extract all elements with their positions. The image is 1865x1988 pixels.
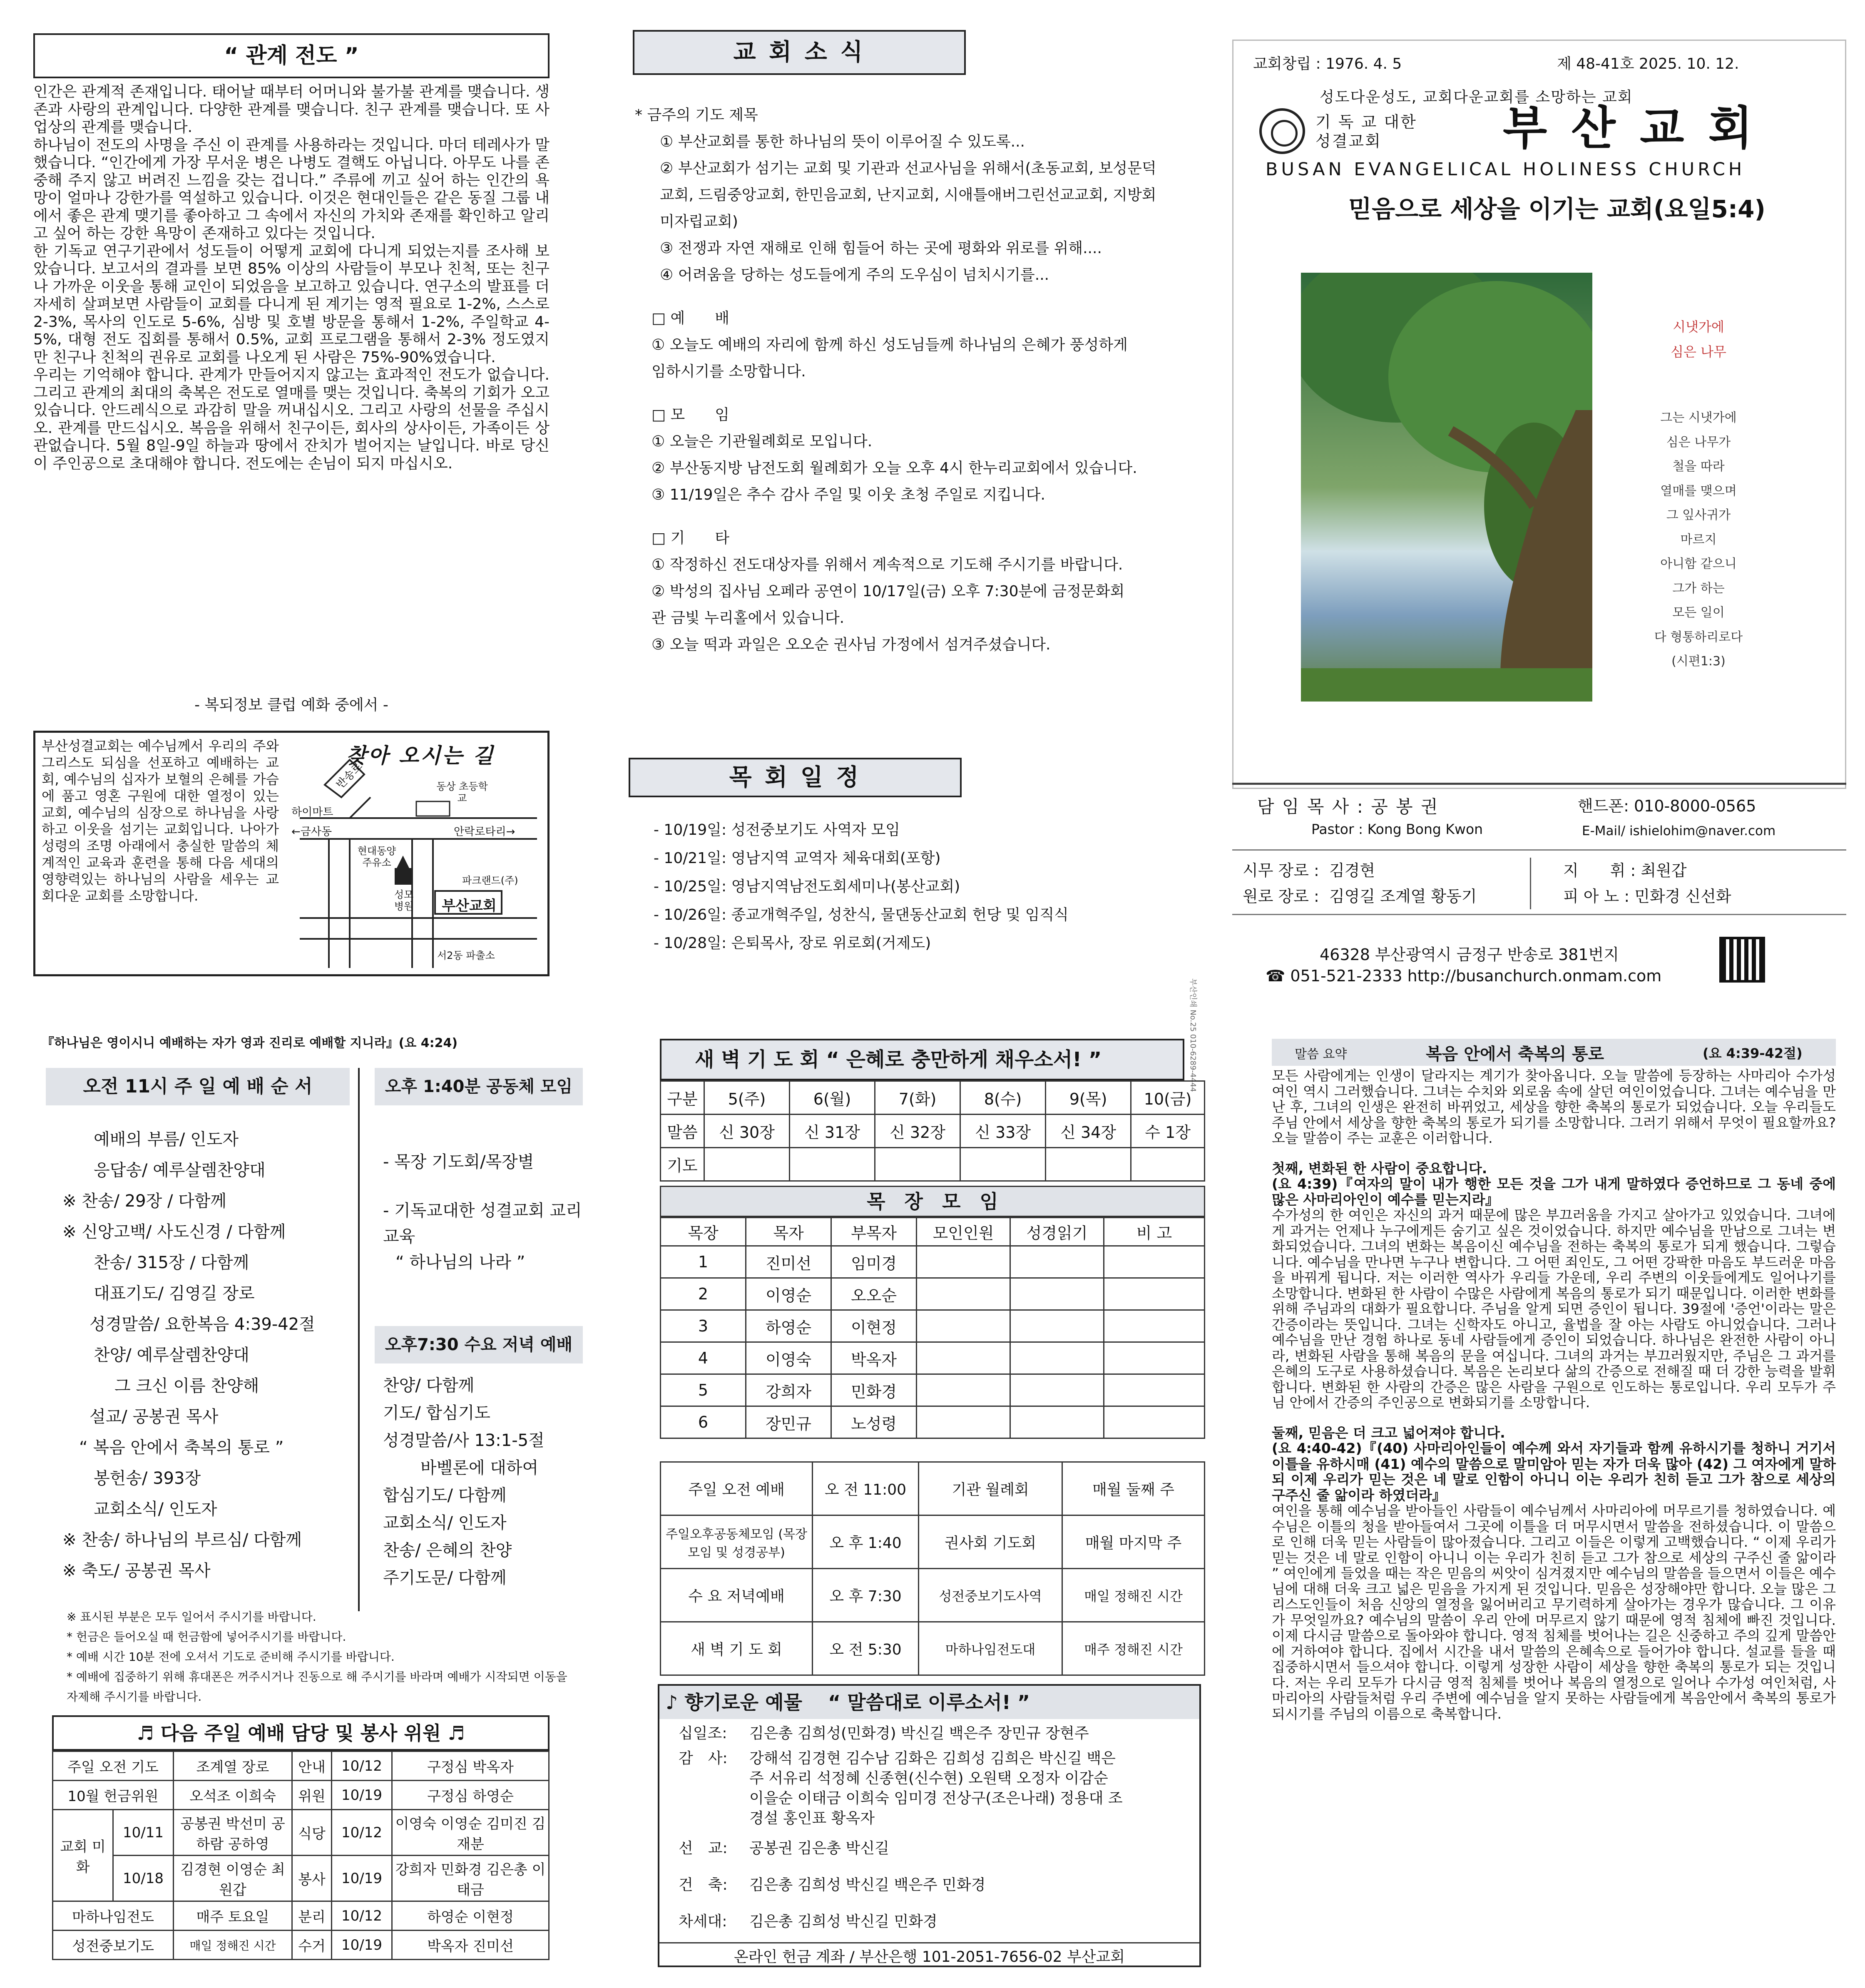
community-item: “ 하나님의 나라 ” bbox=[395, 1253, 525, 1272]
cell-cell bbox=[1010, 1342, 1104, 1374]
map-title: 찾아 오시는 길 bbox=[346, 743, 495, 768]
schedule-item: - 10/28일: 은퇴목사, 장로 위로회(거제도) bbox=[654, 935, 931, 952]
map-label: 현대동양 주유소 bbox=[357, 845, 396, 868]
cell-title-band bbox=[660, 1186, 1205, 1217]
cell-cell bbox=[1104, 1246, 1205, 1278]
offering-names: 강해석 김경현 김수남 김화은 김희성 김희은 박신길 백은주 서유리 석정혜 신종현(신수현) 오원택 오정자 이감순 이을순 이태금 이희숙 임미경 전상구(조은나래) 정용대 조경설 홍인표 황옥자 bbox=[749, 1750, 1123, 1827]
dawn-cell: 신 31장 bbox=[790, 1115, 875, 1148]
servers-cell: 강희자 민화경 김은총 이태금 bbox=[392, 1856, 549, 1901]
order-item: 설교/ 공봉권 목사 bbox=[90, 1407, 219, 1426]
denomination: 기 독 교 대한성결교회 bbox=[1315, 113, 1417, 150]
cell-cell: 민화경 bbox=[831, 1374, 917, 1406]
cell-cell bbox=[917, 1406, 1010, 1438]
print-mark: 부산인쇄 No.25 010-6289-4444 bbox=[1189, 978, 1197, 1092]
location-map bbox=[287, 735, 545, 974]
cell-header: 비 고 bbox=[1104, 1218, 1205, 1246]
cell-cell bbox=[1010, 1278, 1104, 1310]
cell-header: 모인인원 bbox=[917, 1218, 1010, 1246]
community-list bbox=[383, 1149, 591, 1275]
dawn-cell: 신 33장 bbox=[960, 1115, 1046, 1148]
cell-header: 성경읽기 bbox=[1010, 1218, 1104, 1246]
note-item: * 예배 시간 10분 전에 오셔서 기도로 준비해 주시기를 바랍니다. bbox=[67, 1650, 395, 1664]
dawn-header-cell: 6(월) bbox=[790, 1081, 875, 1115]
order-item: “ 복음 안에서 축복의 통로 ” bbox=[79, 1438, 284, 1457]
map-area bbox=[287, 735, 545, 974]
schedule-item: - 10/21일: 영남지역 교역자 체육대회(포항) bbox=[654, 850, 941, 867]
dawn-cell bbox=[875, 1148, 960, 1181]
issue-number: 제 48-41호 2025. 10. 12. bbox=[1557, 55, 1739, 72]
motto: 성도다운성도, 교회다운교회를 소망하는 교회 bbox=[1320, 89, 1633, 106]
cell-cell: 오오순 bbox=[831, 1278, 917, 1310]
community-item: - 기독교대한 성결교회 교리 교육 bbox=[383, 1201, 582, 1246]
service-cell: 주일오후공동체모임 (목장모임 및 성경공부) bbox=[661, 1515, 813, 1569]
order-divider bbox=[358, 1068, 360, 1611]
poem-line: 다 형통하리로다 bbox=[1654, 629, 1743, 644]
sermon-reference: (요 4:39-42절) bbox=[1703, 1045, 1803, 1061]
servers-cell: 하영순 이현정 bbox=[392, 1901, 549, 1931]
map-label: 하이마트 bbox=[291, 806, 333, 819]
cell-cell bbox=[1010, 1310, 1104, 1342]
cell-cell: 3 bbox=[661, 1310, 746, 1342]
order-item: 봉헌송/ 393장 bbox=[94, 1469, 201, 1488]
cell-cell: 강희자 bbox=[746, 1374, 831, 1406]
sermon-point-heading: 첫째, 변화된 한 사람이 중요합니다. bbox=[1272, 1160, 1487, 1177]
order-item: 예배의 부름/ 인도자 bbox=[94, 1130, 239, 1149]
sermon-title: 복음 안에서 축복의 통로 bbox=[1426, 1045, 1604, 1064]
sermon-title-band bbox=[1272, 1039, 1836, 1066]
service-cell: 오 후 7:30 bbox=[813, 1569, 919, 1622]
map-label: 서2동 파출소 bbox=[437, 950, 495, 961]
community-title: 오후 1:40분 공동체 모임 bbox=[385, 1077, 573, 1096]
servers-cell: 박옥자 진미선 bbox=[392, 1931, 549, 1960]
cell-cell bbox=[917, 1278, 1010, 1310]
servers-cell: 10/12 bbox=[332, 1810, 392, 1856]
map-label: ←금사동 bbox=[291, 826, 332, 838]
poem-title-line: 심은 나무 bbox=[1671, 344, 1726, 360]
cell-cell bbox=[917, 1374, 1010, 1406]
sunday-title: 오전 11시 주 일 예 배 순 서 bbox=[83, 1076, 313, 1097]
servers-cell: 조계열 장로 bbox=[174, 1752, 292, 1781]
cell-cell bbox=[1104, 1278, 1205, 1310]
wednesday-title: 오후7:30 수요 저녁 예배 bbox=[385, 1335, 573, 1354]
servers-cell: 매주 토요일 bbox=[174, 1901, 292, 1931]
dawn-cell: 신 32장 bbox=[875, 1115, 960, 1148]
note-item: ※ 표시된 부분은 모두 일어서 주시기를 바랍니다. bbox=[67, 1610, 316, 1624]
dawn-header-cell: 9(목) bbox=[1046, 1081, 1131, 1115]
service-cell: 오 전 5:30 bbox=[813, 1622, 919, 1675]
servers-cell: 10/19 bbox=[332, 1931, 392, 1960]
worship-notes bbox=[67, 1607, 574, 1707]
cell-cell bbox=[1104, 1406, 1205, 1438]
map-label: 동상 초등학교 bbox=[436, 781, 488, 804]
cell-table bbox=[660, 1217, 1205, 1439]
servers-cell: 10/19 bbox=[332, 1781, 392, 1810]
cell-header: 목자 bbox=[746, 1218, 831, 1246]
dawn-header-cell: 10(금) bbox=[1131, 1081, 1205, 1115]
dawn-cell: 신 30장 bbox=[704, 1115, 790, 1148]
elder-value: 김경현 bbox=[1329, 861, 1375, 880]
wed-item: 바벨론에 대하여 bbox=[420, 1458, 539, 1478]
wednesday-order bbox=[383, 1372, 591, 1592]
servers-title: ♬ 다음 주일 예배 담당 및 봉사 위원 ♬ bbox=[137, 1722, 465, 1744]
elder-value: 김영길 조계열 황동기 bbox=[1329, 887, 1477, 906]
poem-line: 아니함 같으니 bbox=[1660, 557, 1737, 571]
service-cell: 매일 정해진 시간 bbox=[1062, 1569, 1205, 1622]
prayer-item: ③ 전쟁과 자연 재해로 인해 힘들어 하는 곳에 평화와 위로를 위해.... bbox=[660, 240, 1102, 257]
servers-cell: 수거 bbox=[292, 1931, 332, 1960]
wed-item: 교회소식/ 인도자 bbox=[383, 1513, 507, 1533]
pastor-english: Pastor : Kong Bong Kwon bbox=[1311, 821, 1483, 837]
order-item: 성경말씀/ 요한복음 4:39-42절 bbox=[90, 1315, 315, 1334]
offering-label: 건 축: bbox=[679, 1876, 728, 1893]
wed-item: 기도/ 합심기도 bbox=[383, 1403, 491, 1423]
servers-table bbox=[52, 1751, 550, 1960]
poem-line: 마르지 bbox=[1680, 532, 1717, 547]
cell-cell bbox=[917, 1246, 1010, 1278]
elder-value: 민화경 신선화 bbox=[1634, 887, 1731, 906]
dawn-table bbox=[660, 1080, 1205, 1182]
offering-label: 감 사: bbox=[679, 1750, 728, 1767]
founded: 교회창립 : 1976. 4. 5 bbox=[1253, 55, 1402, 72]
church-name: 부 산 교 회 bbox=[1503, 102, 1757, 155]
sermon-point-body: 여인을 통해 예수님을 받아들인 사람들이 예수님께서 사마리아에 머무르기를 청하였습니다. 예수님은 이틀의 청을 받아들여서 그곳에 이틀을 더 머무시면서 말씀을 전하셨습니다. 이 말씀으로 인해 더욱 믿는 사람들이 많아졌습니다. 그리고 이들은 이렇게 고백했습니다. “ 이제 우리가 믿는 것은 네 말로 인함이 아니니 이는 우리가 친히 듣고 그가 참으로 세상의 구주신 줄 앎이라 ” 여인에게 들었을 때는 작은 믿음의 씨앗이 심겨졌지만 예수님의 말씀을 들으면서 이들은 예수님에 대해 더욱 크고 넓은 믿음을 가지게 된 것입니다. 믿음은 성장해야만 합니다. 오늘 많은 그리스도인들이 처음 신앙의 열정을 잃어버리고 무기력하게 살아가는 경우가 많습니다. 그 이유가 무엇일까요? 예수님의 말씀이 우리 안에 머무르지 않기 때문에 영적 침체에 빠진 것입니다. 이제 다시금 말씀으로 돌아와야 합니다. 영적 침체를 벗어나는 길은 신중하고 주의 깊게 말씀안에 거하여야 합니다. 집에서 시간을 내서 말씀의 은혜속으로 들어가야 합니다. 설교를 들을 때 집중하시면서 들으셔야 합니다. 이렇게 성장한 사람이 세상을 향한 축복의 통로가 되는 것입니다. 저는 우리 모두가 다시금 영적 침체를 벗어나 복음의 열정으로 일어나 수가성 여인처럼, 사마리아의 사람들처럼 우리 주변에 예수님을 알지 못하는 사람들에게 복음안에서 축복의 통로가 되시기를 주님의 이름으로 축복합니다. bbox=[1272, 1503, 1836, 1722]
offering-label: 십일조: bbox=[679, 1725, 727, 1742]
sermon-body bbox=[1272, 1068, 1836, 1722]
poem-line: 그는 시냇가에 bbox=[1660, 411, 1737, 425]
wed-item: 성경말씀/사 13:1-5절 bbox=[383, 1431, 545, 1450]
pastor-divider bbox=[1232, 849, 1846, 851]
cell-cell bbox=[1104, 1342, 1205, 1374]
sermon-label: 말씀 요약 bbox=[1295, 1047, 1347, 1062]
cell-cell: 장민규 bbox=[746, 1406, 831, 1438]
servers-cell: 오석조 이희숙 bbox=[174, 1781, 292, 1810]
dawn-header-cell: 구분 bbox=[661, 1081, 704, 1115]
cell-cell bbox=[1010, 1374, 1104, 1406]
mission-text: 부산성결교회는 예수님께서 우리의 주와 그리스도 되심을 선포하고 예배하는 교회, 예수님의 십자가 보혈의 은혜를 가슴에 품고 영혼 구원에 대한 열정이 있는 교회, 예수님의 심장으로 하나님을 사랑하고 이웃을 섬기는 교회입니다. 나아가 성령의 조명 아래에서 충실한 말씀의 체계적인 교육과 훈련을 통해 다음 세대의 영향력있는 하나님의 사람을 세우는 교회다운 교회를 소망합니다. bbox=[42, 738, 279, 904]
servers-cell: 이영숙 이영순 김미진 김재분 bbox=[392, 1810, 549, 1856]
church-address: 46328 부산광역시 금정구 반송로 381번지 bbox=[1320, 945, 1619, 964]
elder-label: 지 휘 : bbox=[1563, 861, 1636, 880]
prayer-item: ② 부산교회가 섬기는 교회 및 기관과 선교사님을 위해서(초동교회, 보성문덕교회, 드림중앙교회, 한민음교회, 난지교회, 시애틀애버그린선교교회, 지방회 미자립교회) bbox=[660, 160, 1156, 230]
servers-cell: 10/18 bbox=[113, 1856, 174, 1901]
cell-cell: 5 bbox=[661, 1374, 746, 1406]
news-title: 교 회 소 식 bbox=[733, 39, 865, 66]
dawn-cell bbox=[1046, 1148, 1131, 1181]
sunday-title-band bbox=[46, 1068, 350, 1105]
tree-painting bbox=[1301, 273, 1592, 702]
servers-cell: 구정심 하영순 bbox=[392, 1781, 549, 1810]
dawn-cell: 신 34장 bbox=[1046, 1115, 1131, 1148]
service-cell: 매월 마지막 주 bbox=[1062, 1515, 1205, 1569]
cell-cell: 6 bbox=[661, 1406, 746, 1438]
schedule-title-box bbox=[629, 758, 962, 797]
dawn-cell bbox=[704, 1148, 790, 1181]
community-title-band bbox=[375, 1068, 583, 1105]
dawn-cell bbox=[960, 1148, 1046, 1181]
church-logo bbox=[1259, 108, 1305, 154]
order-item: ※ 찬송/ 29장 / 다함께 bbox=[62, 1192, 227, 1211]
services-table bbox=[660, 1461, 1205, 1676]
offering-list bbox=[679, 1724, 1195, 1932]
news-body bbox=[635, 102, 1176, 658]
offering-names: 김은총 김희성(민화경) 박신길 백은주 장민규 장현주 bbox=[749, 1725, 1089, 1742]
worship-verse: 『하나님은 영이시니 예배하는 자가 영과 진리로 예배할 지니라』(요 4:24) bbox=[42, 1036, 458, 1050]
schedule-title: 목 회 일 정 bbox=[729, 764, 861, 791]
servers-cell: 10/12 bbox=[332, 1752, 392, 1781]
poem-line: 철을 따라 bbox=[1672, 459, 1725, 474]
order-item: 찬양/ 예루살렘찬양대 bbox=[94, 1346, 249, 1365]
service-cell: 주일 오전 예배 bbox=[661, 1462, 813, 1515]
essay-paragraph: 인간은 관계적 존재입니다. 태어날 때부터 어머니와 불가불 관계를 맺습니다. 생존과 사랑의 관계입니다. 다양한 관계를 맺습니다. 친구 관계를 맺습니다. 또 사업상의 관계를 맺습니다. bbox=[33, 83, 550, 136]
dawn-cell: 수 1장 bbox=[1131, 1115, 1205, 1148]
poem-line: 그 잎사귀가 bbox=[1666, 508, 1731, 523]
pastor-label: 담 임 목 사 : 공 봉 권 bbox=[1257, 796, 1439, 817]
wed-item: 주기도문/ 다함께 bbox=[383, 1568, 507, 1587]
prayer-header: * 금주의 기도 제목 bbox=[635, 107, 758, 124]
order-item: 그 크신 이름 찬양해 bbox=[114, 1376, 259, 1396]
worship-header: □ 예 배 bbox=[652, 310, 730, 327]
poem-line: 심은 나무가 bbox=[1666, 435, 1731, 450]
essay-paragraph: 하나님이 전도의 사명을 주신 이 관계를 사용하라는 것입니다. 마더 테레사가 말했습니다. “인간에게 가장 무서운 병은 나병도 결핵도 아닙니다. 아무도 나를 존중해 주지 않고 버려진 느낌을 갖는 겁니다.” 주류에 끼고 싶어 하는 인간의 욕망이 얼마나 강한가를 역설하고 있습니다. 이것은 현대인들은 같은 동질 그룹 내에서 좋은 관계 맺기를 좋아하고 그 속에서 자신의 가치와 존재를 확인하고 알리고 싶어 하는 강한 욕망이 존재하고 있다는 것입니다. bbox=[33, 136, 550, 242]
schedule-list bbox=[654, 816, 1191, 958]
servers-cell: 마하나임전도 bbox=[53, 1901, 174, 1931]
servers-cell: 김경현 이영순 최원갑 bbox=[174, 1856, 292, 1901]
poem-line: 모든 일이 bbox=[1672, 605, 1725, 620]
servers-title-box bbox=[52, 1715, 550, 1751]
offering-names: 김은총 김희성 박신길 백은주 민화경 bbox=[749, 1876, 986, 1893]
cell-header: 목장 bbox=[661, 1218, 746, 1246]
cell-cell: 임미경 bbox=[831, 1246, 917, 1278]
offering-names: 김은총 김희성 박신길 민화경 bbox=[749, 1913, 937, 1930]
offering-account: 온라인 헌금 계좌 / 부산은행 101-2051-7656-02 부산교회 bbox=[734, 1948, 1125, 1966]
cell-title: 목 장 모 임 bbox=[867, 1190, 998, 1213]
etc-header: □ 기 타 bbox=[652, 530, 730, 547]
map-label: 안락로타리→ bbox=[454, 826, 515, 838]
servers-cell: 봉사 bbox=[292, 1856, 332, 1901]
essay-paragraph: 한 기독교 연구기관에서 성도들이 어떻게 교회에 다니게 되었는지를 조사해 보았습니다. 보고서의 결과를 보면 85% 이상의 사람들이 부모나 친척, 또는 친구나 가까운 이웃을 통해 교인이 되었음을 보고하고 있습니다. 연구소의 발표를 더 자세히 살펴보면 사람들이 교회를 다니게 된 계기는 영적 필요로 1-2%, 스스로 2-3%, 목사의 인도로 5-6%, 심방 및 호별 방문을 통해서 1-2%, 주일학교 4-5%, 대형 전도 집회를 통해서 0.5%, 교회 프로그램을 통해서 2-3% 정도였지만 친구나 친척의 권유로 교회를 나오게 된 사람은 75%-90%였습니다. bbox=[33, 242, 550, 366]
sermon-point-verse: (요 4:39)『여자의 말이 내가 행한 모든 것을 그가 내게 말하였다 증언하므로 그 동네 중에 많은 사마리아인이 예수를 믿는지라』 bbox=[1272, 1176, 1836, 1208]
service-cell: 새 벽 기 도 회 bbox=[661, 1622, 813, 1675]
servers-cell: 10월 헌금위원 bbox=[53, 1781, 174, 1810]
order-item: 응답송/ 예루살렘찬양대 bbox=[94, 1161, 266, 1180]
pastor-email: E-Mail/ ishielohim@naver.com bbox=[1582, 824, 1776, 838]
pastor-divider bbox=[1232, 914, 1846, 915]
prayer-item: ④ 어려움을 당하는 성도들에게 주의 도우심이 넘치시기를... bbox=[660, 266, 1049, 284]
elder-label: 시무 장로 : bbox=[1243, 861, 1319, 880]
cell-cell: 4 bbox=[661, 1342, 746, 1374]
servers-cell: 위원 bbox=[292, 1781, 332, 1810]
cell-cell bbox=[1104, 1374, 1205, 1406]
sermon-intro: 모든 사람에게는 인생이 달라지는 계기가 찾아옵니다. 오늘 말씀에 등장하는 사마리아 수가성 여인 역시 그러했습니다. 그녀는 수치와 외로움 속에 살던 여인이었습니다. 그녀는 예수님을 만난 후, 그녀의 인생은 완전히 바뀌었고, 세상을 향한 축복의 통로가 되었습니다. 오늘 우리들도 주님 안에서 세상을 향한 축복의 통로가 되기를 소망합니다. 그러기 위해서 무엇이 필요할까요? 오늘 말씀이 주는 교훈은 이러합니다. bbox=[1272, 1067, 1836, 1146]
offering-names: 공봉권 김은총 박신길 bbox=[749, 1840, 889, 1857]
dawn-cell: 기도 bbox=[661, 1148, 704, 1181]
order-item: 교회소식/ 인도자 bbox=[94, 1500, 217, 1519]
note-item: * 헌금은 들어오실 때 헌금함에 넣어주시기를 바랍니다. bbox=[67, 1630, 346, 1644]
service-cell: 기관 월례회 bbox=[919, 1462, 1062, 1515]
service-cell: 매주 정해진 시간 bbox=[1062, 1622, 1205, 1675]
dawn-title: 새 벽 기 도 회 “ 은혜로 충만하게 채우소서! ” bbox=[695, 1048, 1102, 1071]
dawn-cell bbox=[790, 1148, 875, 1181]
etc-item: ③ 오늘 떡과 과일은 오오순 권사님 가정에서 섬겨주셨습니다. bbox=[652, 636, 1051, 653]
cell-cell: 1 bbox=[661, 1246, 746, 1278]
essay-paragraph: 우리는 기억해야 합니다. 관계가 만들어지지 않고는 효과적인 전도가 없습니다. 그리고 관계의 최대의 축복은 전도로 열매를 맺는 것입니다. 축복의 기회가 오고 있습니다. 안드레식으로 과감히 말을 꺼내십시오. 그리고 사랑의 선물을 주십시오. 관계를 만드십시오. 복음을 위해서 친구이든, 회사의 상사이든, 가족이든 상관없습니다. 5월 8일-9일 하늘과 땅에서 잔치가 벌어지는 날입니다. 바로 당신이 주인공으로 초대해야 합니다. 전도에는 손님이 되지 마십시오. bbox=[33, 366, 550, 472]
offering-label: 선 교: bbox=[679, 1840, 728, 1857]
order-item: ※ 신앙고백/ 사도신경 / 다함께 bbox=[62, 1222, 286, 1242]
servers-cell: 매일 정해진 시간 bbox=[174, 1931, 292, 1960]
cell-cell: 하영순 bbox=[746, 1310, 831, 1342]
servers-cell: 교회 미화 bbox=[53, 1810, 113, 1901]
servers-cell: 분리 bbox=[292, 1901, 332, 1931]
cell-cell: 박옥자 bbox=[831, 1342, 917, 1374]
dawn-title-box bbox=[660, 1039, 1184, 1080]
cell-cell bbox=[1010, 1406, 1104, 1438]
pastor-phone: 핸드폰: 010-8000-0565 bbox=[1578, 797, 1756, 815]
cell-cell: 2 bbox=[661, 1278, 746, 1310]
service-cell: 성전중보기도사역 bbox=[919, 1569, 1062, 1622]
sermon-point-body: 수가성의 한 여인은 자신의 과거 때문에 많은 부끄러움을 가지고 살아가고 있었습니다. 그녀에게 과거는 언제나 누구에게든 숨기고 싶은 것이었습니다. 하지만 예수님을 만남으로 그녀는 변화되었습니다. 그녀의 변화는 복음이신 예수님을 전하는 축복의 통로가 되게 했습니다. 그렇습니다. 예수님을 만나면 누구나 변합니다. 그 어떤 죄인도, 그 어떤 강팍한 마음도 부드러운 마음을 바꿔게 됩니다. 저는 이러한 역사가 우리들 가운데, 우리 주변의 이웃들에게도 일어나기를 소망합니다. 변화된 한 사람이 수많은 사람에게 복음의 통로가 되기 때문입니다. 이러한 변화를 위해 주님과의 대화가 필요합니다. 주님을 알게 되면 증인이 됩니다. 39절에 '증언'이라는 말은 간증이라는 뜻입니다. 그녀는 신학자도 아니고, 율법을 잘 아는 사람도 아니었습니다. 그러나 예수님을 만난 경험 하나로 동네 사람들에게 증인이 되었습니다. 하나님은 완전한 사람이 아니라, 변화된 사람을 통해 복음의 문을 여십니다. 그녀의 과거는 부끄러웠지만, 주님은 그 과거를 은혜의 도구로 사용하셨습니다. 복음은 논리보다 삶의 간증으로 전해질 때 더 강한 능력을 발휘합니다. 변화된 한 사람의 간증은 많은 사람을 구원으로 인도하는 통로입니다. 우리 모두가 주님 안에서 간증의 주인공으로 변화되기를 소망합니다. bbox=[1272, 1207, 1836, 1411]
offering-account-line bbox=[659, 1942, 1199, 1943]
cell-cell: 이현정 bbox=[831, 1310, 917, 1342]
order-item: 찬송/ 315장 / 다함께 bbox=[94, 1253, 249, 1272]
poem-line: 열매를 맺으며 bbox=[1660, 483, 1737, 498]
service-cell: 마하나임전도대 bbox=[919, 1622, 1062, 1675]
order-item: ※ 찬송/ 하나님의 부르심/ 다함께 bbox=[62, 1530, 302, 1550]
worship-item: ① 오늘도 예배의 자리에 함께 하신 성도님들께 하나님의 은혜가 풍성하게 임하시기를 소망합니다. bbox=[652, 336, 1128, 380]
elder-label: 피 아 노 : bbox=[1563, 887, 1630, 906]
servers-cell: 구정심 박옥자 bbox=[392, 1752, 549, 1781]
schedule-item: - 10/19일: 성전중보기도 사역자 모임 bbox=[654, 821, 900, 838]
map-label: 파크랜드(주) bbox=[462, 875, 518, 886]
etc-item: ② 박성의 집사님 오페라 공연이 10/17일(금) 오후 7:30분에 금정문화회관 금빛 누리홀에서 있습니다. bbox=[652, 583, 1125, 627]
schedule-item: - 10/26일: 종교개혁주일, 성찬식, 물댄동산교회 헌당 및 임직식 bbox=[654, 906, 1069, 923]
dawn-header-cell: 7(화) bbox=[875, 1081, 960, 1115]
service-cell: 오 전 11:00 bbox=[813, 1462, 919, 1515]
essay-title: “ 관계 전도 ” bbox=[224, 43, 359, 68]
meeting-header: □ 모 임 bbox=[652, 406, 730, 423]
sunday-order bbox=[62, 1124, 366, 1586]
cell-cell bbox=[1104, 1310, 1205, 1342]
church-english-name: BUSAN EVANGELICAL HOLINESS CHURCH bbox=[1266, 159, 1746, 180]
cell-cell: 노성령 bbox=[831, 1406, 917, 1438]
offering-label: 차세대: bbox=[679, 1913, 727, 1930]
sermon-point-heading: 둘째, 믿음은 더 크고 넓어져야 합니다. bbox=[1272, 1424, 1505, 1441]
wednesday-title-band bbox=[375, 1326, 583, 1363]
servers-cell: 식당 bbox=[292, 1810, 332, 1856]
map-label: 성모 병원 bbox=[394, 889, 414, 912]
servers-cell: 주일 오전 기도 bbox=[53, 1752, 174, 1781]
cell-cell: 이영숙 bbox=[746, 1342, 831, 1374]
dawn-cell bbox=[1131, 1148, 1205, 1181]
cell-cell: 이영순 bbox=[746, 1278, 831, 1310]
servers-cell: 성전중보기도 bbox=[53, 1931, 174, 1960]
etc-item: ① 작정하신 전도대상자를 위해서 계속적으로 기도해 주시기를 바랍니다. bbox=[652, 556, 1123, 573]
essay-title-box bbox=[33, 33, 550, 78]
meeting-item: ③ 11/19일은 추수 감사 주일 및 이웃 초청 주일로 지킵니다. bbox=[652, 486, 1045, 503]
service-cell: 권사회 기도회 bbox=[919, 1515, 1062, 1569]
cell-header: 부목자 bbox=[831, 1218, 917, 1246]
map-label: 반송로 bbox=[334, 760, 365, 791]
poem-lines bbox=[1636, 406, 1761, 674]
service-cell: 오 후 1:40 bbox=[813, 1515, 919, 1569]
wed-item: 합심기도/ 다함께 bbox=[383, 1486, 507, 1505]
prayer-item: ① 부산교회를 통한 하나님의 뜻이 이루어질 수 있도록... bbox=[660, 133, 1025, 150]
wed-item: 찬송/ 은혜의 찬양 bbox=[383, 1541, 512, 1560]
dawn-header-cell: 5(주) bbox=[704, 1081, 790, 1115]
cell-cell: 진미선 bbox=[746, 1246, 831, 1278]
dawn-cell: 말씀 bbox=[661, 1115, 704, 1148]
map-label-church: 부산교회 bbox=[442, 898, 497, 914]
service-cell: 수 요 저녁예배 bbox=[661, 1569, 813, 1622]
wed-item: 찬양/ 다함께 bbox=[383, 1376, 475, 1395]
meeting-item: ② 부산동지방 남전도회 월례회가 오늘 오후 4시 한누리교회에서 있습니다. bbox=[652, 460, 1137, 477]
meeting-item: ① 오늘은 기관월례회로 모입니다. bbox=[652, 433, 873, 450]
servers-cell: 10/19 bbox=[332, 1856, 392, 1901]
servers-cell: 안내 bbox=[292, 1752, 332, 1781]
schedule-item: - 10/25일: 영남지역남전도회세미나(봉산교회) bbox=[654, 878, 960, 895]
news-title-box bbox=[633, 30, 966, 75]
note-item: * 예배에 집중하기 위해 휴대폰은 꺼주시거나 진동으로 해 주시기를 바라며 예배가 시작되면 이동을 자제해 주시기를 바랍니다. bbox=[67, 1670, 567, 1704]
cell-cell bbox=[917, 1342, 1010, 1374]
community-item: - 목장 기도회/목장별 bbox=[383, 1152, 534, 1172]
poem-title-line: 시냇가에 bbox=[1673, 319, 1724, 335]
offering-title-band bbox=[659, 1686, 1199, 1719]
order-item: 대표기도/ 김영길 장로 bbox=[94, 1284, 255, 1303]
elder-label: 원로 장로 : bbox=[1243, 887, 1319, 906]
servers-cell: 10/12 bbox=[332, 1901, 392, 1931]
slogan: 믿음으로 세상을 이기는 교회(요일5:4) bbox=[1348, 195, 1766, 223]
essay-source: - 복되정보 클럽 예화 중에서 - bbox=[194, 697, 388, 714]
cell-cell bbox=[1010, 1246, 1104, 1278]
service-cell: 매월 둘째 주 bbox=[1062, 1462, 1205, 1515]
poem-line: (시편1:3) bbox=[1671, 654, 1726, 669]
elder-value: 최원갑 bbox=[1641, 861, 1687, 880]
servers-cell: 공봉권 박선미 공하람 공하영 bbox=[174, 1810, 292, 1856]
qr-code bbox=[1719, 937, 1765, 983]
sermon-point-verse: (요 4:40-42)『(40) 사마리아인들이 예수께 와서 자기들과 함께 유하시기를 청하니 거기서 이틀을 유하시매 (41) 예수의 말씀으로 말미암아 믿는 자가 더욱 많아 (42) 그 여자에게 말하되 이제 우리가 믿는 것은 네 말로 인함이 아니니 이는 우리가 친히 듣고 그가 참으로 세상의 구주신 줄 앎이라 하였더라』 bbox=[1272, 1440, 1836, 1503]
pastor-divider bbox=[1232, 783, 1846, 785]
essay-body bbox=[33, 83, 550, 473]
dawn-header-cell: 8(수) bbox=[960, 1081, 1046, 1115]
poem-title bbox=[1636, 314, 1761, 364]
order-item: ※ 축도/ 공봉권 목사 bbox=[62, 1561, 211, 1580]
cell-cell bbox=[917, 1310, 1010, 1342]
servers-cell: 10/11 bbox=[113, 1810, 174, 1856]
poem-line: 그가 하는 bbox=[1672, 581, 1725, 596]
church-phone-web: ☎ 051-521-2333 http://busanchurch.onmam.com bbox=[1266, 967, 1662, 985]
offering-title: ♪ 향기로운 예물 “ 말씀대로 이루소서! ” bbox=[666, 1691, 1030, 1714]
